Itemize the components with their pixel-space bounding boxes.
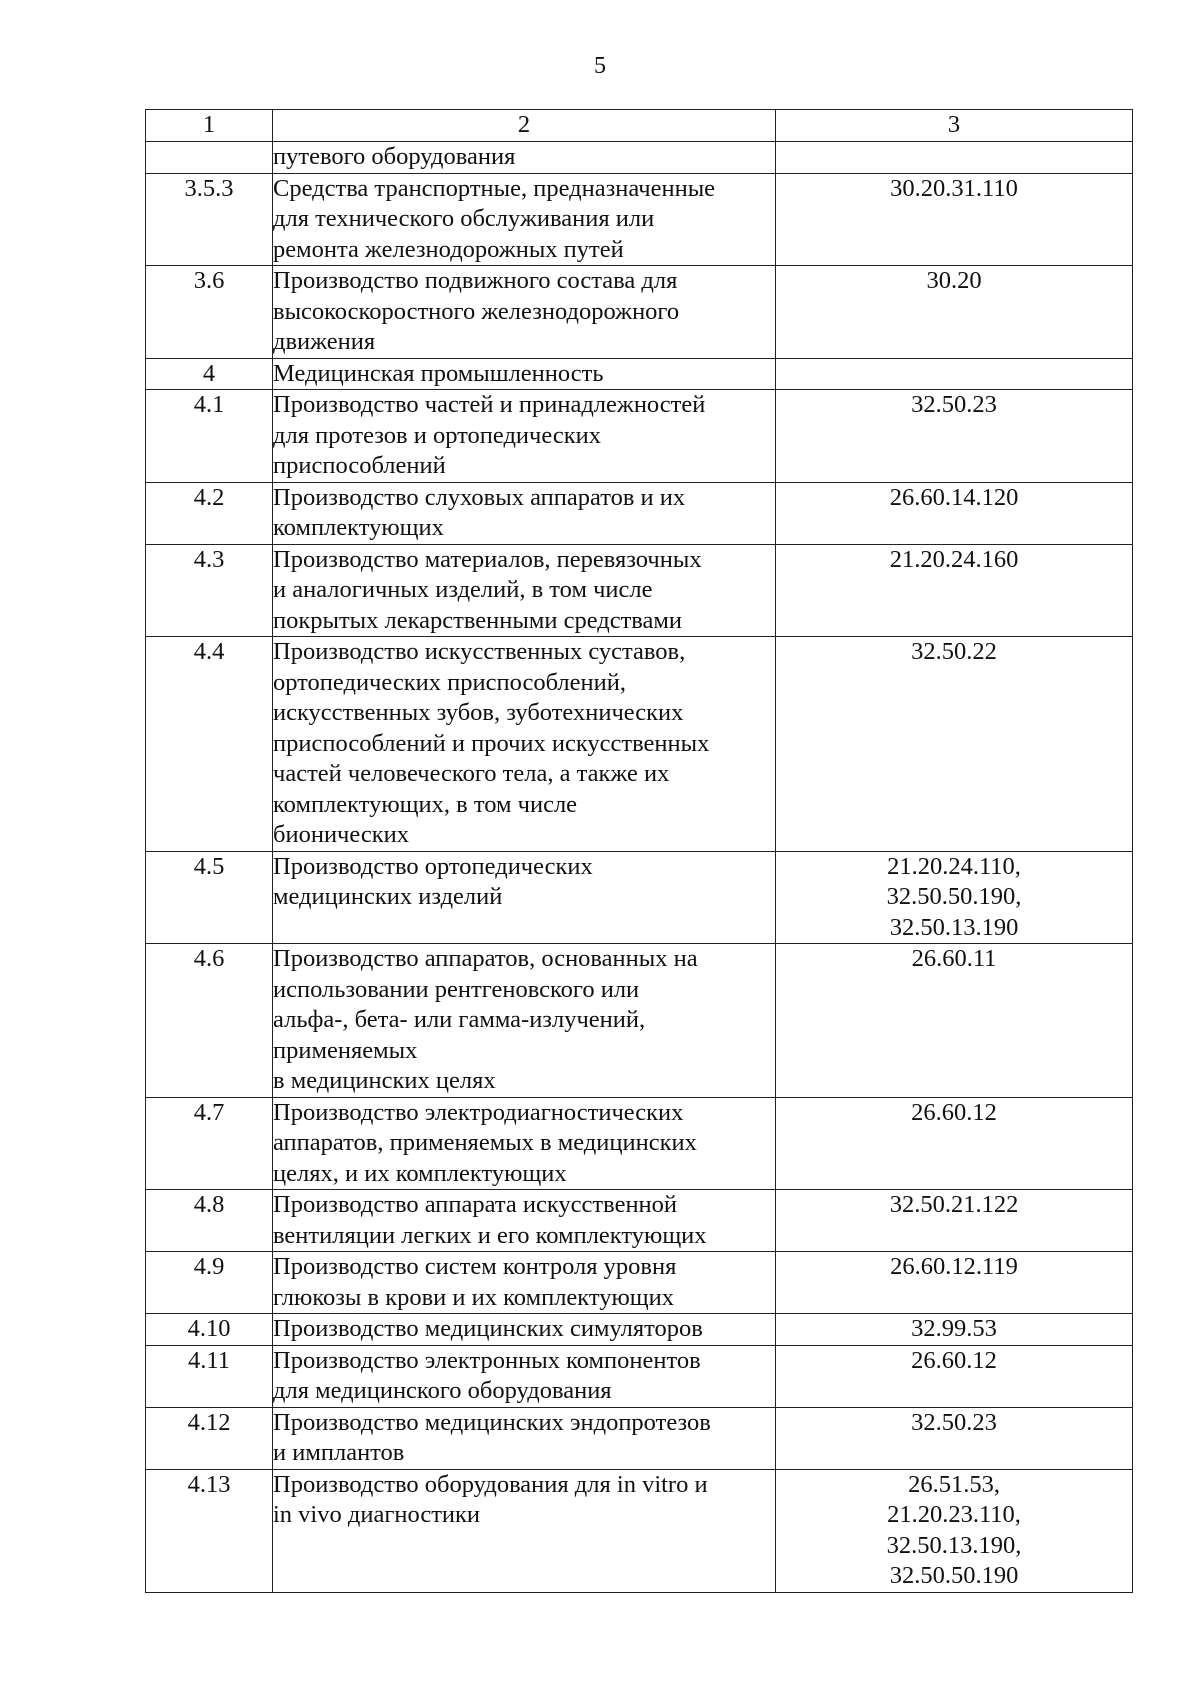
table-header-row — [146, 110, 1133, 142]
row-number: 4.2 — [146, 482, 273, 544]
table-row — [146, 482, 1133, 544]
row-number: 4.8 — [146, 1190, 273, 1252]
row-name-line: глюкозы в крови и их комплектующих — [273, 1283, 675, 1311]
row-name-line: применяемых — [273, 1036, 418, 1064]
row-name — [273, 266, 776, 359]
row-code — [776, 1314, 1133, 1346]
row-name-line: альфа-, бета- или гамма-излучений, — [273, 1006, 646, 1033]
row-name-line: Производство оборудования для in vitro и — [273, 1470, 708, 1498]
row-code — [776, 482, 1133, 544]
row-name-line: ортопедических приспособлений, — [273, 668, 626, 696]
row-code-line: 21.20.23.110, — [887, 1501, 1021, 1528]
row-name — [273, 944, 776, 1098]
row-name-line: Производство медицинских эндопротезов — [273, 1408, 711, 1436]
row-name-line: целях, и их комплектующих — [273, 1159, 567, 1187]
row-code-line: 32.50.13.190 — [889, 913, 1019, 941]
row-name-line: приспособлений и прочих искусственных — [273, 729, 710, 757]
row-code — [776, 851, 1133, 944]
row-number: 4.13 — [146, 1469, 273, 1592]
row-name — [273, 142, 776, 174]
row-name-line: искусственных зубов, зуботехнических — [273, 699, 684, 726]
header-col-1: 1 — [146, 110, 273, 142]
row-number: 4.11 — [146, 1345, 273, 1407]
row-name — [273, 1345, 776, 1407]
row-code-line: 26.60.12 — [911, 1346, 997, 1374]
row-name — [273, 1252, 776, 1314]
table-row — [146, 544, 1133, 637]
row-code-line: 32.99.53 — [911, 1315, 997, 1342]
row-name — [273, 390, 776, 483]
row-name — [273, 173, 776, 266]
row-name-line: Производство материалов, перевязочных — [273, 545, 702, 573]
row-name-line: in vivo диагностики — [273, 1501, 481, 1528]
row-code — [776, 1097, 1133, 1190]
row-name-line: Производство ортопедических — [273, 852, 593, 880]
row-name-line: Медицинская промышленность — [273, 359, 604, 387]
row-code-line: 32.50.23 — [911, 391, 997, 418]
row-name-line: вентиляции легких и его комплектующих — [273, 1221, 707, 1249]
row-name — [273, 851, 776, 944]
table-row — [146, 142, 1133, 174]
codes-table — [145, 109, 1133, 1593]
row-code-line: 30.20.31.110 — [890, 174, 1018, 202]
row-code — [776, 637, 1133, 852]
row-code — [776, 266, 1133, 359]
row-name-line: Производство электродиагностических — [273, 1098, 684, 1126]
row-code — [776, 544, 1133, 637]
row-number: 3.6 — [146, 266, 273, 359]
row-code — [776, 1190, 1133, 1252]
row-name — [273, 1407, 776, 1469]
row-number: 4.4 — [146, 637, 273, 852]
row-name-line: и аналогичных изделий, в том числе — [273, 576, 653, 603]
row-name — [273, 637, 776, 852]
row-code-line: 21.20.24.160 — [889, 545, 1019, 573]
row-name — [273, 544, 776, 637]
table-row — [146, 390, 1133, 483]
row-name-line: для медицинского оборудования — [273, 1377, 612, 1404]
table-row — [146, 1407, 1133, 1469]
row-code — [776, 944, 1133, 1098]
row-number: 4.7 — [146, 1097, 273, 1190]
table-row — [146, 1097, 1133, 1190]
row-name-line: комплектующих, в том числе — [273, 790, 578, 818]
row-name-line: частей человеческого тела, а также их — [273, 760, 670, 787]
row-number: 4.6 — [146, 944, 273, 1098]
page-number: 5 — [594, 53, 606, 79]
row-code-line: 32.50.50.190, — [886, 883, 1022, 910]
row-name-line: высокоскоростного железнодорожного — [273, 297, 680, 325]
row-name-line: Производство слуховых аппаратов и их — [273, 483, 686, 511]
row-name-line: Производство медицинских симуляторов — [273, 1315, 703, 1342]
row-code — [776, 1469, 1133, 1592]
table-row — [146, 1190, 1133, 1252]
row-name-line: ремонта железнодорожных путей — [273, 235, 624, 263]
row-code-line: 26.60.11 — [911, 945, 997, 972]
row-name-line: для протезов и ортопедических — [273, 421, 601, 449]
row-code-line: 32.50.13.190, — [886, 1531, 1022, 1559]
row-code-line: 32.50.23 — [911, 1408, 997, 1436]
row-name-line: Производство аппарата искусственной — [273, 1191, 678, 1218]
row-number — [146, 142, 273, 174]
row-name-line: Средства транспортные, предназначенные — [273, 174, 716, 202]
row-name-line: Производство искусственных суставов, — [273, 638, 686, 665]
row-code — [776, 390, 1133, 483]
row-number: 4.1 — [146, 390, 273, 483]
row-code — [776, 142, 1133, 174]
table-row — [146, 944, 1133, 1098]
row-number: 4.5 — [146, 851, 273, 944]
row-name — [273, 1314, 776, 1346]
row-name-line: приспособлений — [273, 452, 446, 479]
row-number: 4.10 — [146, 1314, 273, 1346]
row-name — [273, 358, 776, 390]
row-name-line: для технического обслуживания или — [273, 205, 655, 232]
row-name-line: Производство подвижного состава для — [273, 267, 678, 294]
header-col-3: 3 — [776, 110, 1133, 142]
row-code-line: 32.50.22 — [911, 638, 997, 665]
row-name-line: Производство электронных компонентов — [273, 1346, 701, 1374]
table-row — [146, 1252, 1133, 1314]
row-name-line: Производство частей и принадлежностей — [273, 391, 706, 418]
row-number: 4.9 — [146, 1252, 273, 1314]
row-code — [776, 358, 1133, 390]
row-code — [776, 173, 1133, 266]
row-name-line: путевого оборудования — [273, 143, 516, 170]
table-body — [146, 110, 1133, 1593]
row-name-line: покрытых лекарственными средствами — [273, 606, 683, 634]
row-code-line: 32.50.21.122 — [889, 1191, 1019, 1218]
row-name-line: Производство аппаратов, основанных на — [273, 945, 698, 972]
row-name-line: медицинских изделий — [273, 883, 503, 910]
table-row — [146, 1469, 1133, 1592]
row-number: 4.3 — [146, 544, 273, 637]
row-code — [776, 1252, 1133, 1314]
row-number: 3.5.3 — [146, 173, 273, 266]
row-code-line: 26.60.12 — [911, 1098, 997, 1126]
table-row — [146, 851, 1133, 944]
row-name-line: комплектующих — [273, 514, 444, 541]
table-row — [146, 358, 1133, 390]
row-code-line: 26.60.12.119 — [890, 1253, 1018, 1280]
row-code — [776, 1345, 1133, 1407]
header-col-2: 2 — [273, 110, 776, 142]
row-number: 4.12 — [146, 1407, 273, 1469]
row-name — [273, 482, 776, 544]
row-name-line: использовании рентгеновского или — [273, 975, 640, 1003]
row-code-line: 32.50.50.190 — [889, 1562, 1019, 1589]
row-name — [273, 1097, 776, 1190]
row-name-line: движения — [273, 328, 376, 355]
row-name-line: в медицинских целях — [273, 1067, 496, 1094]
row-code-line: 21.20.24.110, — [887, 852, 1021, 880]
table-row — [146, 1314, 1133, 1346]
table-row — [146, 266, 1133, 359]
row-name — [273, 1469, 776, 1592]
row-name-line: Производство систем контроля уровня — [273, 1253, 677, 1280]
row-name-line: и имплантов — [273, 1439, 405, 1466]
row-name — [273, 1190, 776, 1252]
table-row — [146, 1345, 1133, 1407]
row-code-line: 30.20 — [926, 267, 982, 294]
row-name-line: бионических — [273, 821, 409, 848]
row-code-line: 26.51.53, — [908, 1470, 1000, 1498]
row-code-line: 26.60.14.120 — [889, 483, 1019, 511]
row-code — [776, 1407, 1133, 1469]
row-number: 4 — [146, 358, 273, 390]
row-name-line: аппаратов, применяемых в медицинских — [273, 1129, 697, 1156]
table-row — [146, 637, 1133, 852]
table-row — [146, 173, 1133, 266]
